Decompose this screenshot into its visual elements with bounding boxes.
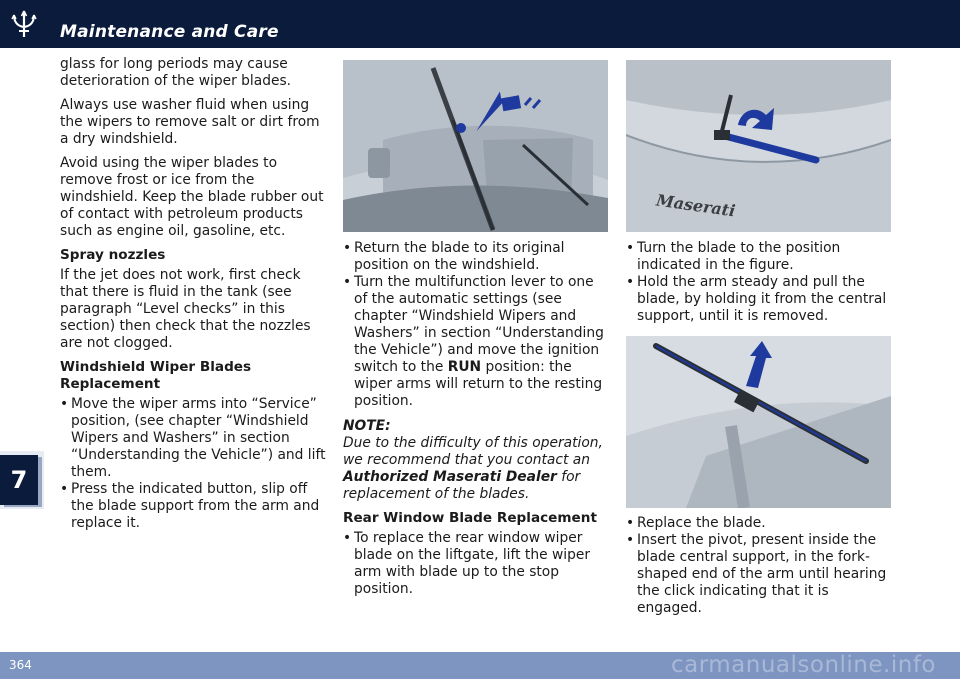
note-text (343, 435, 611, 503)
paragraph: If the jet does not work, first check that there is fluid in the tank (see paragraph “Level checks” in this section) then check that the nozzles are not clogged. (60, 267, 311, 351)
maserati-trident-logo (8, 8, 40, 40)
paragraph: glass for long periods may cause deterioration of the wiper blades. (60, 56, 292, 89)
text: Due to the difficulty of this operation, we recommend that you contact an (343, 435, 603, 468)
bullet-list (60, 396, 328, 532)
list-item (343, 274, 611, 410)
column-3-top (626, 240, 894, 331)
page-header (0, 0, 960, 48)
section-heading-windshield-blades: Windshield Wiper Blades Replacement (60, 359, 252, 392)
bullet-list (343, 530, 611, 598)
section-heading-rear-blade: Rear Window Blade Replacement (343, 510, 597, 526)
list-item: • To replace the rear window wiper blade on the liftgate, lift the wiper arm with blade up to the stop position. (343, 530, 611, 598)
list-item: • Turn the blade to the position indicated in the figure. (626, 240, 894, 274)
page-title: Maintenance and Care (60, 22, 279, 42)
column-3-bottom (626, 515, 894, 623)
list-item: • Press the indicated button, slip off the blade support from the arm and replace it. (60, 481, 328, 532)
column-1 (60, 56, 328, 538)
text: Turn the multifunction lever to one of the automatic settings (see chapter “Windshield Wipers and Washers” in section “Understanding the Vehicle”) and move the ignition switch to the (354, 274, 604, 375)
rear-badge: Maserati (655, 190, 737, 221)
note-label: NOTE: (343, 418, 391, 434)
bullet-list (343, 240, 611, 410)
dealer-label: Authorized Maserati Dealer (343, 469, 557, 485)
list-item: • Return the blade to its original position on the windshield. (343, 240, 611, 274)
list-item: • Move the wiper arms into “Service” position, (see chapter “Windshield Wipers and Washers” in section “Understanding the Vehicle”) and lift them. (60, 396, 328, 481)
ignition-run-label: RUN (447, 359, 482, 375)
paragraph: Always use washer fluid when using the wipers to remove salt or dirt from a dry windshield. (60, 97, 320, 147)
list-item: • Replace the blade. (626, 515, 894, 532)
text: position: the wiper arms will return to the resting position. (354, 359, 603, 409)
chapter-number: 7 (0, 455, 38, 505)
watermark: carmanualsonline.info (670, 652, 936, 678)
column-2 (343, 240, 611, 604)
bullet-list (626, 240, 894, 325)
paragraph: Avoid using the wiper blades to remove frost or ice from the windshield. Keep the blade rubber out of contact with petroleum products such as engine oil, gasoline, etc. (60, 155, 324, 239)
list-item: • Hold the arm steady and pull the blade, by holding it from the central support, until it is removed. (626, 274, 894, 325)
page-number: 364 (9, 658, 32, 672)
section-heading-spray-nozzles: Spray nozzles (60, 247, 166, 263)
list-item: • Insert the pivot, present inside the blade central support, in the fork-shaped end of the arm until hearing the click indicating that it is engaged. (626, 532, 894, 617)
chapter-tab (0, 451, 44, 509)
blade-removal-image (626, 336, 891, 508)
page-footer (0, 652, 960, 679)
bullet-list (626, 515, 894, 617)
rear-wiper-image (626, 60, 891, 232)
windshield-wiper-image (343, 60, 608, 232)
text: for replacement of the blades. (343, 469, 581, 502)
